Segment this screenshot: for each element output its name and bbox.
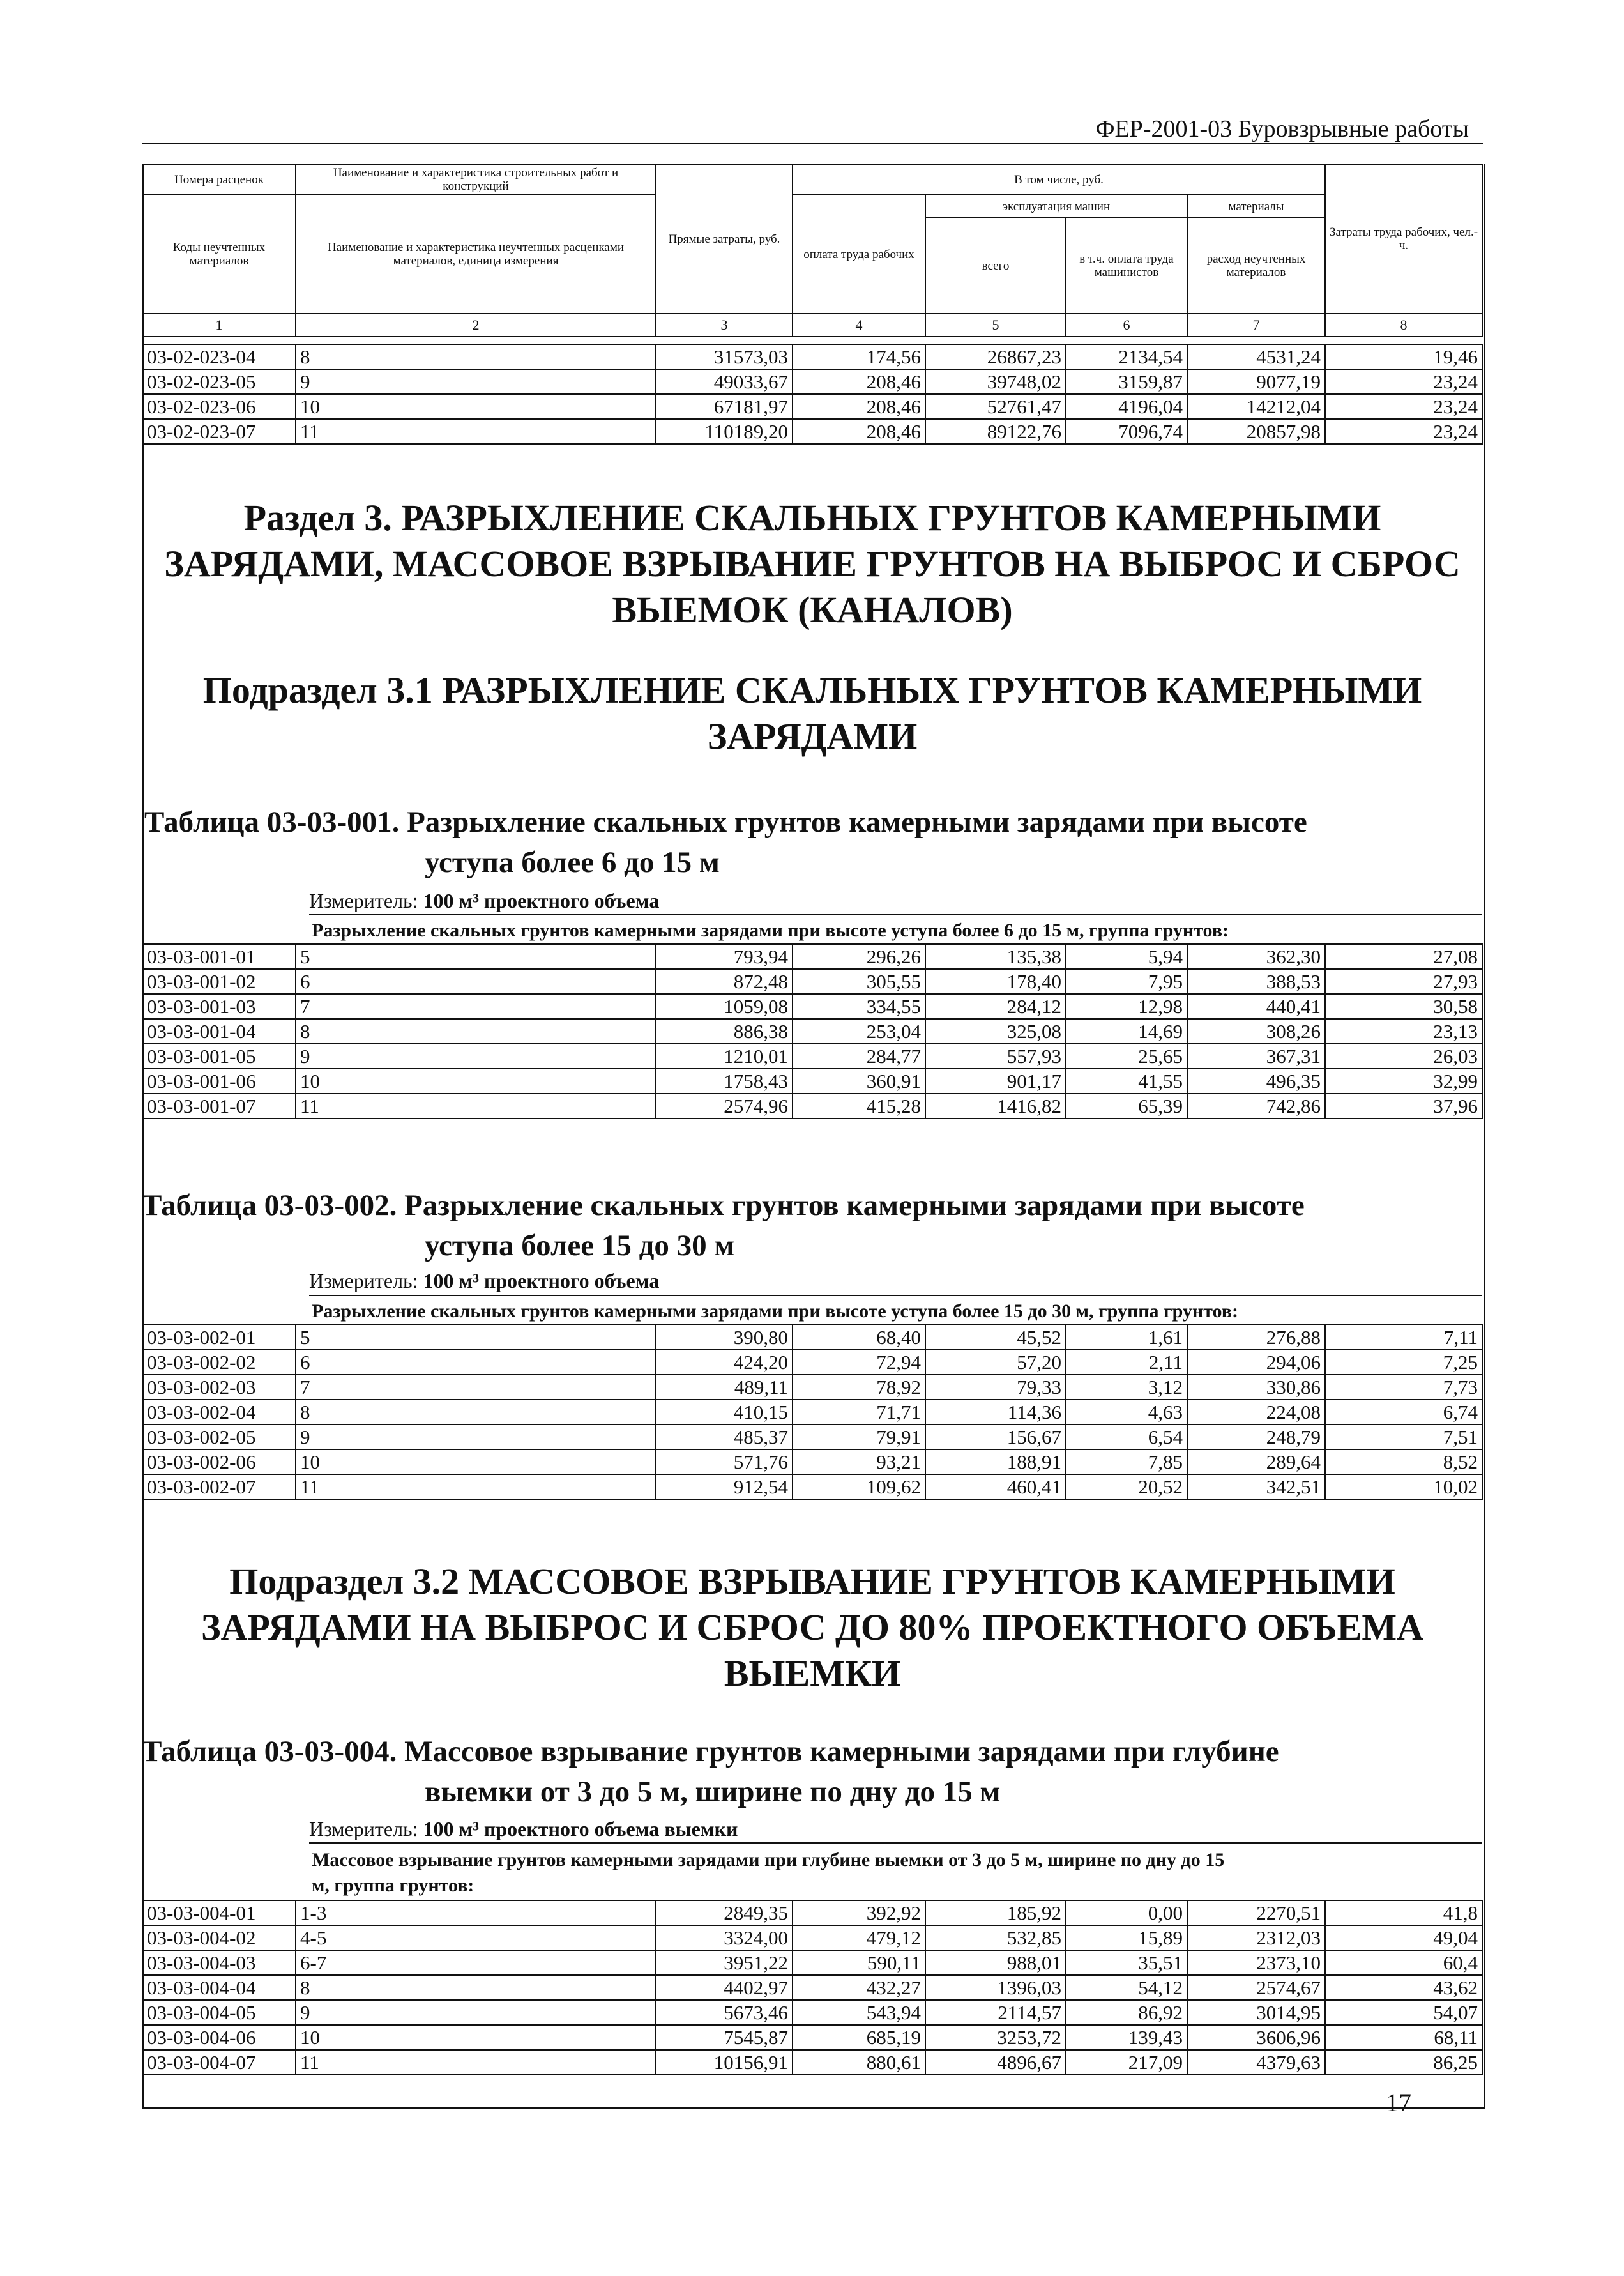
labor-pay-cell: 68,40	[793, 1325, 925, 1350]
machine-total-cell: 325,08	[925, 1019, 1066, 1044]
rate-code-cell: 03-03-004-07	[142, 2050, 296, 2075]
unit-value: 100 м³ проектного объема	[423, 1269, 660, 1292]
soil-group-cell: 1-3	[296, 1900, 656, 1925]
header-exploit: эксплуатация машин	[925, 195, 1187, 218]
direct-cost-cell: 912,54	[656, 1474, 793, 1499]
materials-cell: 362,30	[1187, 944, 1325, 969]
header-col2-bottom: Наименование и характеристика неучтенных расценками материалов, единица измерения	[296, 195, 656, 314]
rate-code-cell: 03-03-001-02	[142, 969, 296, 994]
table-row	[142, 1069, 1482, 1094]
labor-pay-cell: 71,71	[793, 1400, 925, 1424]
machinist-pay-cell: 12,98	[1066, 994, 1187, 1019]
direct-cost-cell: 3324,00	[656, 1925, 793, 1950]
rate-code-cell: 03-03-002-03	[142, 1375, 296, 1400]
labor-hours-cell: 43,62	[1325, 1975, 1482, 2000]
direct-cost-cell: 886,38	[656, 1019, 793, 1044]
labor-hours-cell: 27,08	[1325, 944, 1482, 969]
table-row	[142, 369, 1482, 394]
soil-group-cell: 8	[296, 344, 656, 369]
labor-hours-cell: 54,07	[1325, 2000, 1482, 2025]
materials-cell: 308,26	[1187, 1019, 1325, 1044]
rate-code-cell: 03-03-004-01	[142, 1900, 296, 1925]
soil-group-cell: 6	[296, 1350, 656, 1375]
soil-group-cell: 5	[296, 944, 656, 969]
materials-cell: 4379,63	[1187, 2050, 1325, 2075]
materials-cell: 289,64	[1187, 1449, 1325, 1474]
machinist-pay-cell: 54,12	[1066, 1975, 1187, 2000]
direct-cost-cell: 10156,91	[656, 2050, 793, 2075]
labor-hours-cell: 23,13	[1325, 1019, 1482, 1044]
machinist-pay-cell: 7,95	[1066, 969, 1187, 994]
rate-code-cell: 03-03-001-03	[142, 994, 296, 1019]
machine-total-cell: 135,38	[925, 944, 1066, 969]
direct-cost-cell: 67181,97	[656, 394, 793, 419]
machinist-pay-cell: 3,12	[1066, 1375, 1187, 1400]
table-row	[142, 1900, 1482, 1925]
title-line: ВЫЕМКИ	[724, 1653, 901, 1694]
soil-group-cell: 9	[296, 1044, 656, 1069]
direct-cost-cell: 7545,87	[656, 2025, 793, 2050]
machine-total-cell: 901,17	[925, 1069, 1066, 1094]
labor-pay-cell: 109,62	[793, 1474, 925, 1499]
table-002	[142, 1324, 1483, 1500]
table-001-caption-line2: уступа более 6 до 15 м	[425, 846, 720, 879]
machine-total-cell: 988,01	[925, 1950, 1066, 1975]
header-col7: расход неучтенных материалов	[1187, 218, 1325, 314]
labor-hours-cell: 23,24	[1325, 394, 1482, 419]
direct-cost-cell: 424,20	[656, 1350, 793, 1375]
section-3-title	[142, 495, 1483, 633]
direct-cost-cell: 4402,97	[656, 1975, 793, 2000]
rate-code-cell: 03-03-002-06	[142, 1449, 296, 1474]
materials-cell: 388,53	[1187, 969, 1325, 994]
machinist-pay-cell: 35,51	[1066, 1950, 1187, 1975]
machinist-pay-cell: 2,11	[1066, 1350, 1187, 1375]
labor-pay-cell: 590,11	[793, 1950, 925, 1975]
labor-pay-cell: 93,21	[793, 1449, 925, 1474]
direct-cost-cell: 489,11	[656, 1375, 793, 1400]
materials-cell: 14212,04	[1187, 394, 1325, 419]
materials-cell: 248,79	[1187, 1424, 1325, 1449]
labor-hours-cell: 19,46	[1325, 344, 1482, 369]
header-col8: Затраты труда рабочих, чел.-ч.	[1325, 164, 1482, 314]
labor-hours-cell: 30,58	[1325, 994, 1482, 1019]
page-number: 17	[1386, 2088, 1411, 2117]
labor-pay-cell: 543,94	[793, 2000, 925, 2025]
rate-code-cell: 03-03-001-07	[142, 1094, 296, 1119]
labor-hours-cell: 60,4	[1325, 1950, 1482, 1975]
table-row	[142, 1375, 1482, 1400]
labor-hours-cell: 26,03	[1325, 1044, 1482, 1069]
labor-pay-cell: 415,28	[793, 1094, 925, 1119]
col-number-4: 4	[793, 314, 925, 337]
title-line: ЗАРЯДАМИ	[707, 715, 918, 757]
labor-pay-cell: 78,92	[793, 1375, 925, 1400]
soil-group-cell: 9	[296, 2000, 656, 2025]
direct-cost-cell: 49033,67	[656, 369, 793, 394]
rate-code-cell: 03-03-004-04	[142, 1975, 296, 2000]
machine-total-cell: 52761,47	[925, 394, 1066, 419]
labor-pay-cell: 360,91	[793, 1069, 925, 1094]
table-row	[142, 419, 1482, 444]
materials-cell: 367,31	[1187, 1044, 1325, 1069]
rate-code-cell: 03-03-004-06	[142, 2025, 296, 2050]
labor-hours-cell: 41,8	[1325, 1900, 1482, 1925]
subsection-3-1-title	[142, 668, 1483, 760]
labor-hours-cell: 27,93	[1325, 969, 1482, 994]
materials-cell: 294,06	[1187, 1350, 1325, 1375]
running-header: ФЕР-2001-03 Буровзрывные работы	[1095, 116, 1469, 142]
soil-group-cell: 11	[296, 419, 656, 444]
materials-cell: 2312,03	[1187, 1925, 1325, 1950]
machine-total-cell: 79,33	[925, 1375, 1066, 1400]
table-row	[142, 1350, 1482, 1375]
labor-pay-cell: 334,55	[793, 994, 925, 1019]
continuation-table	[142, 344, 1483, 445]
header-incl: В том числе, руб.	[793, 164, 1325, 195]
machine-total-cell: 532,85	[925, 1925, 1066, 1950]
rate-code-cell: 03-03-002-01	[142, 1325, 296, 1350]
table-004	[142, 1900, 1483, 2075]
direct-cost-cell: 1059,08	[656, 994, 793, 1019]
table-002-group-label: Разрыхление скальных грунтов камерными зарядами при высоте уступа более 15 до 30 м, группа грунтов:	[312, 1301, 1239, 1322]
labor-pay-cell: 880,61	[793, 2050, 925, 2075]
materials-cell: 2574,67	[1187, 1975, 1325, 2000]
machinist-pay-cell: 0,00	[1066, 1900, 1187, 1925]
machinist-pay-cell: 1,61	[1066, 1325, 1187, 1350]
soil-group-cell: 8	[296, 1975, 656, 2000]
rate-code-cell: 03-03-001-01	[142, 944, 296, 969]
machine-total-cell: 1396,03	[925, 1975, 1066, 2000]
machine-total-cell: 2114,57	[925, 2000, 1066, 2025]
table-row	[142, 994, 1482, 1019]
labor-pay-cell: 392,92	[793, 1900, 925, 1925]
soil-group-cell: 8	[296, 1400, 656, 1424]
table-001-unit	[309, 888, 659, 913]
labor-hours-cell: 7,11	[1325, 1325, 1482, 1350]
header-col1-top: Номера расценок	[142, 164, 296, 195]
table-row	[142, 2050, 1482, 2075]
machinist-pay-cell: 25,65	[1066, 1044, 1187, 1069]
materials-cell: 4531,24	[1187, 344, 1325, 369]
soil-group-cell: 10	[296, 1449, 656, 1474]
materials-cell: 440,41	[1187, 994, 1325, 1019]
machine-total-cell: 45,52	[925, 1325, 1066, 1350]
direct-cost-cell: 2574,96	[656, 1094, 793, 1119]
table-001-group-label: Разрыхление скальных грунтов камерными зарядами при высоте уступа более 6 до 15 м, группа грунтов:	[312, 920, 1229, 941]
direct-cost-cell: 2849,35	[656, 1900, 793, 1925]
materials-cell: 330,86	[1187, 1375, 1325, 1400]
col-number-2: 2	[296, 314, 656, 337]
machine-total-cell: 4896,67	[925, 2050, 1066, 2075]
rate-code-cell: 03-03-001-04	[142, 1019, 296, 1044]
machinist-pay-cell: 217,09	[1066, 2050, 1187, 2075]
table-row	[142, 1925, 1482, 1950]
direct-cost-cell: 5673,46	[656, 2000, 793, 2025]
rate-code-cell: 03-03-004-03	[142, 1950, 296, 1975]
table-row	[142, 1325, 1482, 1350]
rate-code-cell: 03-02-023-07	[142, 419, 296, 444]
labor-pay-cell: 685,19	[793, 2025, 925, 2050]
materials-cell: 2373,10	[1187, 1950, 1325, 1975]
title-line: ЗАРЯДАМИ, МАССОВОЕ ВЗРЫВАНИЕ ГРУНТОВ НА ВЫБРОС И СБРОС	[164, 543, 1461, 584]
unit-label: Измеритель:	[309, 889, 423, 912]
direct-cost-cell: 390,80	[656, 1325, 793, 1350]
table-row	[142, 394, 1482, 419]
machinist-pay-cell: 3159,87	[1066, 369, 1187, 394]
direct-cost-cell: 571,76	[656, 1449, 793, 1474]
direct-cost-cell: 1758,43	[656, 1069, 793, 1094]
labor-pay-cell: 284,77	[793, 1044, 925, 1069]
col-number-6: 6	[1066, 314, 1187, 337]
col-number-1: 1	[142, 314, 296, 337]
direct-cost-cell: 1210,01	[656, 1044, 793, 1069]
machinist-pay-cell: 4,63	[1066, 1400, 1187, 1424]
table-row	[142, 1950, 1482, 1975]
header-rule	[142, 143, 1483, 144]
machine-total-cell: 284,12	[925, 994, 1066, 1019]
labor-pay-cell: 432,27	[793, 1975, 925, 2000]
title-line: Подраздел 3.2 МАССОВОЕ ВЗРЫВАНИЕ ГРУНТОВ КАМЕРНЫМИ	[229, 1561, 1395, 1602]
direct-cost-cell: 872,48	[656, 969, 793, 994]
labor-hours-cell: 37,96	[1325, 1094, 1482, 1119]
header-col4: оплата труда рабочих	[793, 195, 925, 314]
machine-total-cell: 185,92	[925, 1900, 1066, 1925]
table-row	[142, 2025, 1482, 2050]
machine-total-cell: 39748,02	[925, 369, 1066, 394]
labor-pay-cell: 208,46	[793, 419, 925, 444]
rate-code-cell: 03-03-001-06	[142, 1069, 296, 1094]
soil-group-cell: 7	[296, 994, 656, 1019]
col-number-8: 8	[1325, 314, 1482, 337]
column-header-table	[142, 164, 1483, 337]
table-row	[142, 969, 1482, 994]
table-004-unit	[309, 1816, 738, 1842]
labor-hours-cell: 68,11	[1325, 2025, 1482, 2050]
machine-total-cell: 188,91	[925, 1449, 1066, 1474]
header-col5: всего	[925, 218, 1066, 314]
table-row	[142, 1449, 1482, 1474]
table-002-caption-line2: уступа более 15 до 30 м	[425, 1229, 735, 1262]
rate-code-cell: 03-02-023-06	[142, 394, 296, 419]
machine-total-cell: 460,41	[925, 1474, 1066, 1499]
materials-cell: 742,86	[1187, 1094, 1325, 1119]
subsection-3-2-title	[142, 1559, 1483, 1697]
title-line: Подраздел 3.1 РАЗРЫХЛЕНИЕ СКАЛЬНЫХ ГРУНТОВ КАМЕРНЫМИ	[202, 669, 1422, 711]
machinist-pay-cell: 6,54	[1066, 1424, 1187, 1449]
direct-cost-cell: 110189,20	[656, 419, 793, 444]
materials-cell: 2270,51	[1187, 1900, 1325, 1925]
table-001-caption-line1: Таблица 03-03-001. Разрыхление скальных грунтов камерными зарядами при высоте	[144, 806, 1307, 839]
table-002-unit	[309, 1268, 659, 1294]
title-line: ЗАРЯДАМИ НА ВЫБРОС И СБРОС ДО 80% ПРОЕКТНОГО ОБЪЕМА	[201, 1607, 1423, 1648]
group-label-line: м, группа грунтов:	[312, 1875, 474, 1896]
direct-cost-cell: 793,94	[656, 944, 793, 969]
machinist-pay-cell: 7,85	[1066, 1449, 1187, 1474]
labor-pay-cell: 208,46	[793, 394, 925, 419]
materials-cell: 276,88	[1187, 1325, 1325, 1350]
materials-cell: 224,08	[1187, 1400, 1325, 1424]
labor-pay-cell: 79,91	[793, 1424, 925, 1449]
labor-hours-cell: 7,73	[1325, 1375, 1482, 1400]
table-row	[142, 1094, 1482, 1119]
soil-group-cell: 11	[296, 1094, 656, 1119]
labor-hours-cell: 6,74	[1325, 1400, 1482, 1424]
rule	[309, 1295, 1482, 1296]
machinist-pay-cell: 2134,54	[1066, 344, 1187, 369]
machine-total-cell: 557,93	[925, 1044, 1066, 1069]
unit-value: 100 м³ проектного объема выемки	[423, 1817, 738, 1840]
labor-pay-cell: 208,46	[793, 369, 925, 394]
title-line: ВЫЕМОК (КАНАЛОВ)	[612, 589, 1013, 630]
direct-cost-cell: 485,37	[656, 1424, 793, 1449]
table-row	[142, 2000, 1482, 2025]
soil-group-cell: 6	[296, 969, 656, 994]
rate-code-cell: 03-02-023-05	[142, 369, 296, 394]
soil-group-cell: 9	[296, 369, 656, 394]
machinist-pay-cell: 15,89	[1066, 1925, 1187, 1950]
machine-total-cell: 178,40	[925, 969, 1066, 994]
machine-total-cell: 156,67	[925, 1424, 1066, 1449]
labor-hours-cell: 32,99	[1325, 1069, 1482, 1094]
col-number-5: 5	[925, 314, 1066, 337]
rate-code-cell: 03-03-002-05	[142, 1424, 296, 1449]
labor-pay-cell: 296,26	[793, 944, 925, 969]
labor-hours-cell: 86,25	[1325, 2050, 1482, 2075]
rate-code-cell: 03-03-002-07	[142, 1474, 296, 1499]
header-col3: Прямые затраты, руб.	[656, 164, 793, 314]
table-row	[142, 1044, 1482, 1069]
direct-cost-cell: 3951,22	[656, 1950, 793, 1975]
materials-cell: 342,51	[1187, 1474, 1325, 1499]
table-row	[142, 1019, 1482, 1044]
soil-group-cell: 10	[296, 1069, 656, 1094]
soil-group-cell: 11	[296, 2050, 656, 2075]
rate-code-cell: 03-03-001-05	[142, 1044, 296, 1069]
rate-code-cell: 03-03-002-02	[142, 1350, 296, 1375]
machine-total-cell: 114,36	[925, 1400, 1066, 1424]
rate-code-cell: 03-03-004-05	[142, 2000, 296, 2025]
soil-group-cell: 9	[296, 1424, 656, 1449]
machinist-pay-cell: 20,52	[1066, 1474, 1187, 1499]
labor-pay-cell: 305,55	[793, 969, 925, 994]
soil-group-cell: 5	[296, 1325, 656, 1350]
table-row	[142, 1474, 1482, 1499]
materials-cell: 3606,96	[1187, 2025, 1325, 2050]
machinist-pay-cell: 86,92	[1066, 2000, 1187, 2025]
labor-pay-cell: 253,04	[793, 1019, 925, 1044]
machinist-pay-cell: 139,43	[1066, 2025, 1187, 2050]
labor-pay-cell: 479,12	[793, 1925, 925, 1950]
machine-total-cell: 1416,82	[925, 1094, 1066, 1119]
rate-code-cell: 03-03-002-04	[142, 1400, 296, 1424]
col-number-7: 7	[1187, 314, 1325, 337]
header-col1-bottom: Коды неучтенных материалов	[142, 195, 296, 314]
group-label-line: Массовое взрывание грунтов камерными зарядами при глубине выемки от 3 до 5 м, ширине по дну до 15	[312, 1849, 1225, 1870]
machinist-pay-cell: 14,69	[1066, 1019, 1187, 1044]
soil-group-cell: 7	[296, 1375, 656, 1400]
col-number-3: 3	[656, 314, 793, 337]
rule	[309, 1842, 1482, 1844]
labor-hours-cell: 23,24	[1325, 369, 1482, 394]
machinist-pay-cell: 5,94	[1066, 944, 1187, 969]
materials-cell: 496,35	[1187, 1069, 1325, 1094]
soil-group-cell: 11	[296, 1474, 656, 1499]
labor-pay-cell: 174,56	[793, 344, 925, 369]
header-col2-top: Наименование и характеристика строительных работ и конструкций	[296, 164, 656, 195]
table-002-caption-line1: Таблица 03-03-002. Разрыхление скальных грунтов камерными зарядами при высоте	[142, 1189, 1305, 1222]
unit-label: Измеритель:	[309, 1269, 423, 1292]
table-004-caption-line2: выемки от 3 до 5 м, ширине по дну до 15 м	[425, 1775, 1001, 1808]
soil-group-cell: 8	[296, 1019, 656, 1044]
materials-cell: 9077,19	[1187, 369, 1325, 394]
header-col6: в т.ч. оплата труда машинистов	[1066, 218, 1187, 314]
materials-cell: 3014,95	[1187, 2000, 1325, 2025]
soil-group-cell: 4-5	[296, 1925, 656, 1950]
direct-cost-cell: 31573,03	[656, 344, 793, 369]
table-row	[142, 1424, 1482, 1449]
labor-hours-cell: 23,24	[1325, 419, 1482, 444]
unit-value: 100 м³ проектного объема	[423, 889, 660, 912]
table-004-caption-line1: Таблица 03-03-004. Массовое взрывание грунтов камерными зарядами при глубине	[142, 1735, 1279, 1768]
machine-total-cell: 89122,76	[925, 419, 1066, 444]
soil-group-cell: 10	[296, 394, 656, 419]
labor-hours-cell: 7,51	[1325, 1424, 1482, 1449]
table-row	[142, 1400, 1482, 1424]
table-004-group-label	[312, 1847, 1474, 1898]
machine-total-cell: 26867,23	[925, 344, 1066, 369]
labor-hours-cell: 49,04	[1325, 1925, 1482, 1950]
soil-group-cell: 6-7	[296, 1950, 656, 1975]
machinist-pay-cell: 41,55	[1066, 1069, 1187, 1094]
table-row	[142, 944, 1482, 969]
rate-code-cell: 03-03-004-02	[142, 1925, 296, 1950]
labor-hours-cell: 7,25	[1325, 1350, 1482, 1375]
unit-label: Измеритель:	[309, 1817, 423, 1840]
labor-hours-cell: 10,02	[1325, 1474, 1482, 1499]
table-001	[142, 943, 1483, 1119]
table-row	[142, 344, 1482, 369]
materials-cell: 20857,98	[1187, 419, 1325, 444]
soil-group-cell: 10	[296, 2025, 656, 2050]
labor-pay-cell: 72,94	[793, 1350, 925, 1375]
machine-total-cell: 57,20	[925, 1350, 1066, 1375]
machinist-pay-cell: 65,39	[1066, 1094, 1187, 1119]
rule	[309, 914, 1482, 915]
direct-cost-cell: 410,15	[656, 1400, 793, 1424]
labor-hours-cell: 8,52	[1325, 1449, 1482, 1474]
machinist-pay-cell: 7096,74	[1066, 419, 1187, 444]
machinist-pay-cell: 4196,04	[1066, 394, 1187, 419]
header-materials: материалы	[1187, 195, 1325, 218]
rate-code-cell: 03-02-023-04	[142, 344, 296, 369]
machine-total-cell: 3253,72	[925, 2025, 1066, 2050]
table-row	[142, 1975, 1482, 2000]
title-line: Раздел 3. РАЗРЫХЛЕНИЕ СКАЛЬНЫХ ГРУНТОВ КАМЕРНЫМИ	[243, 497, 1381, 538]
